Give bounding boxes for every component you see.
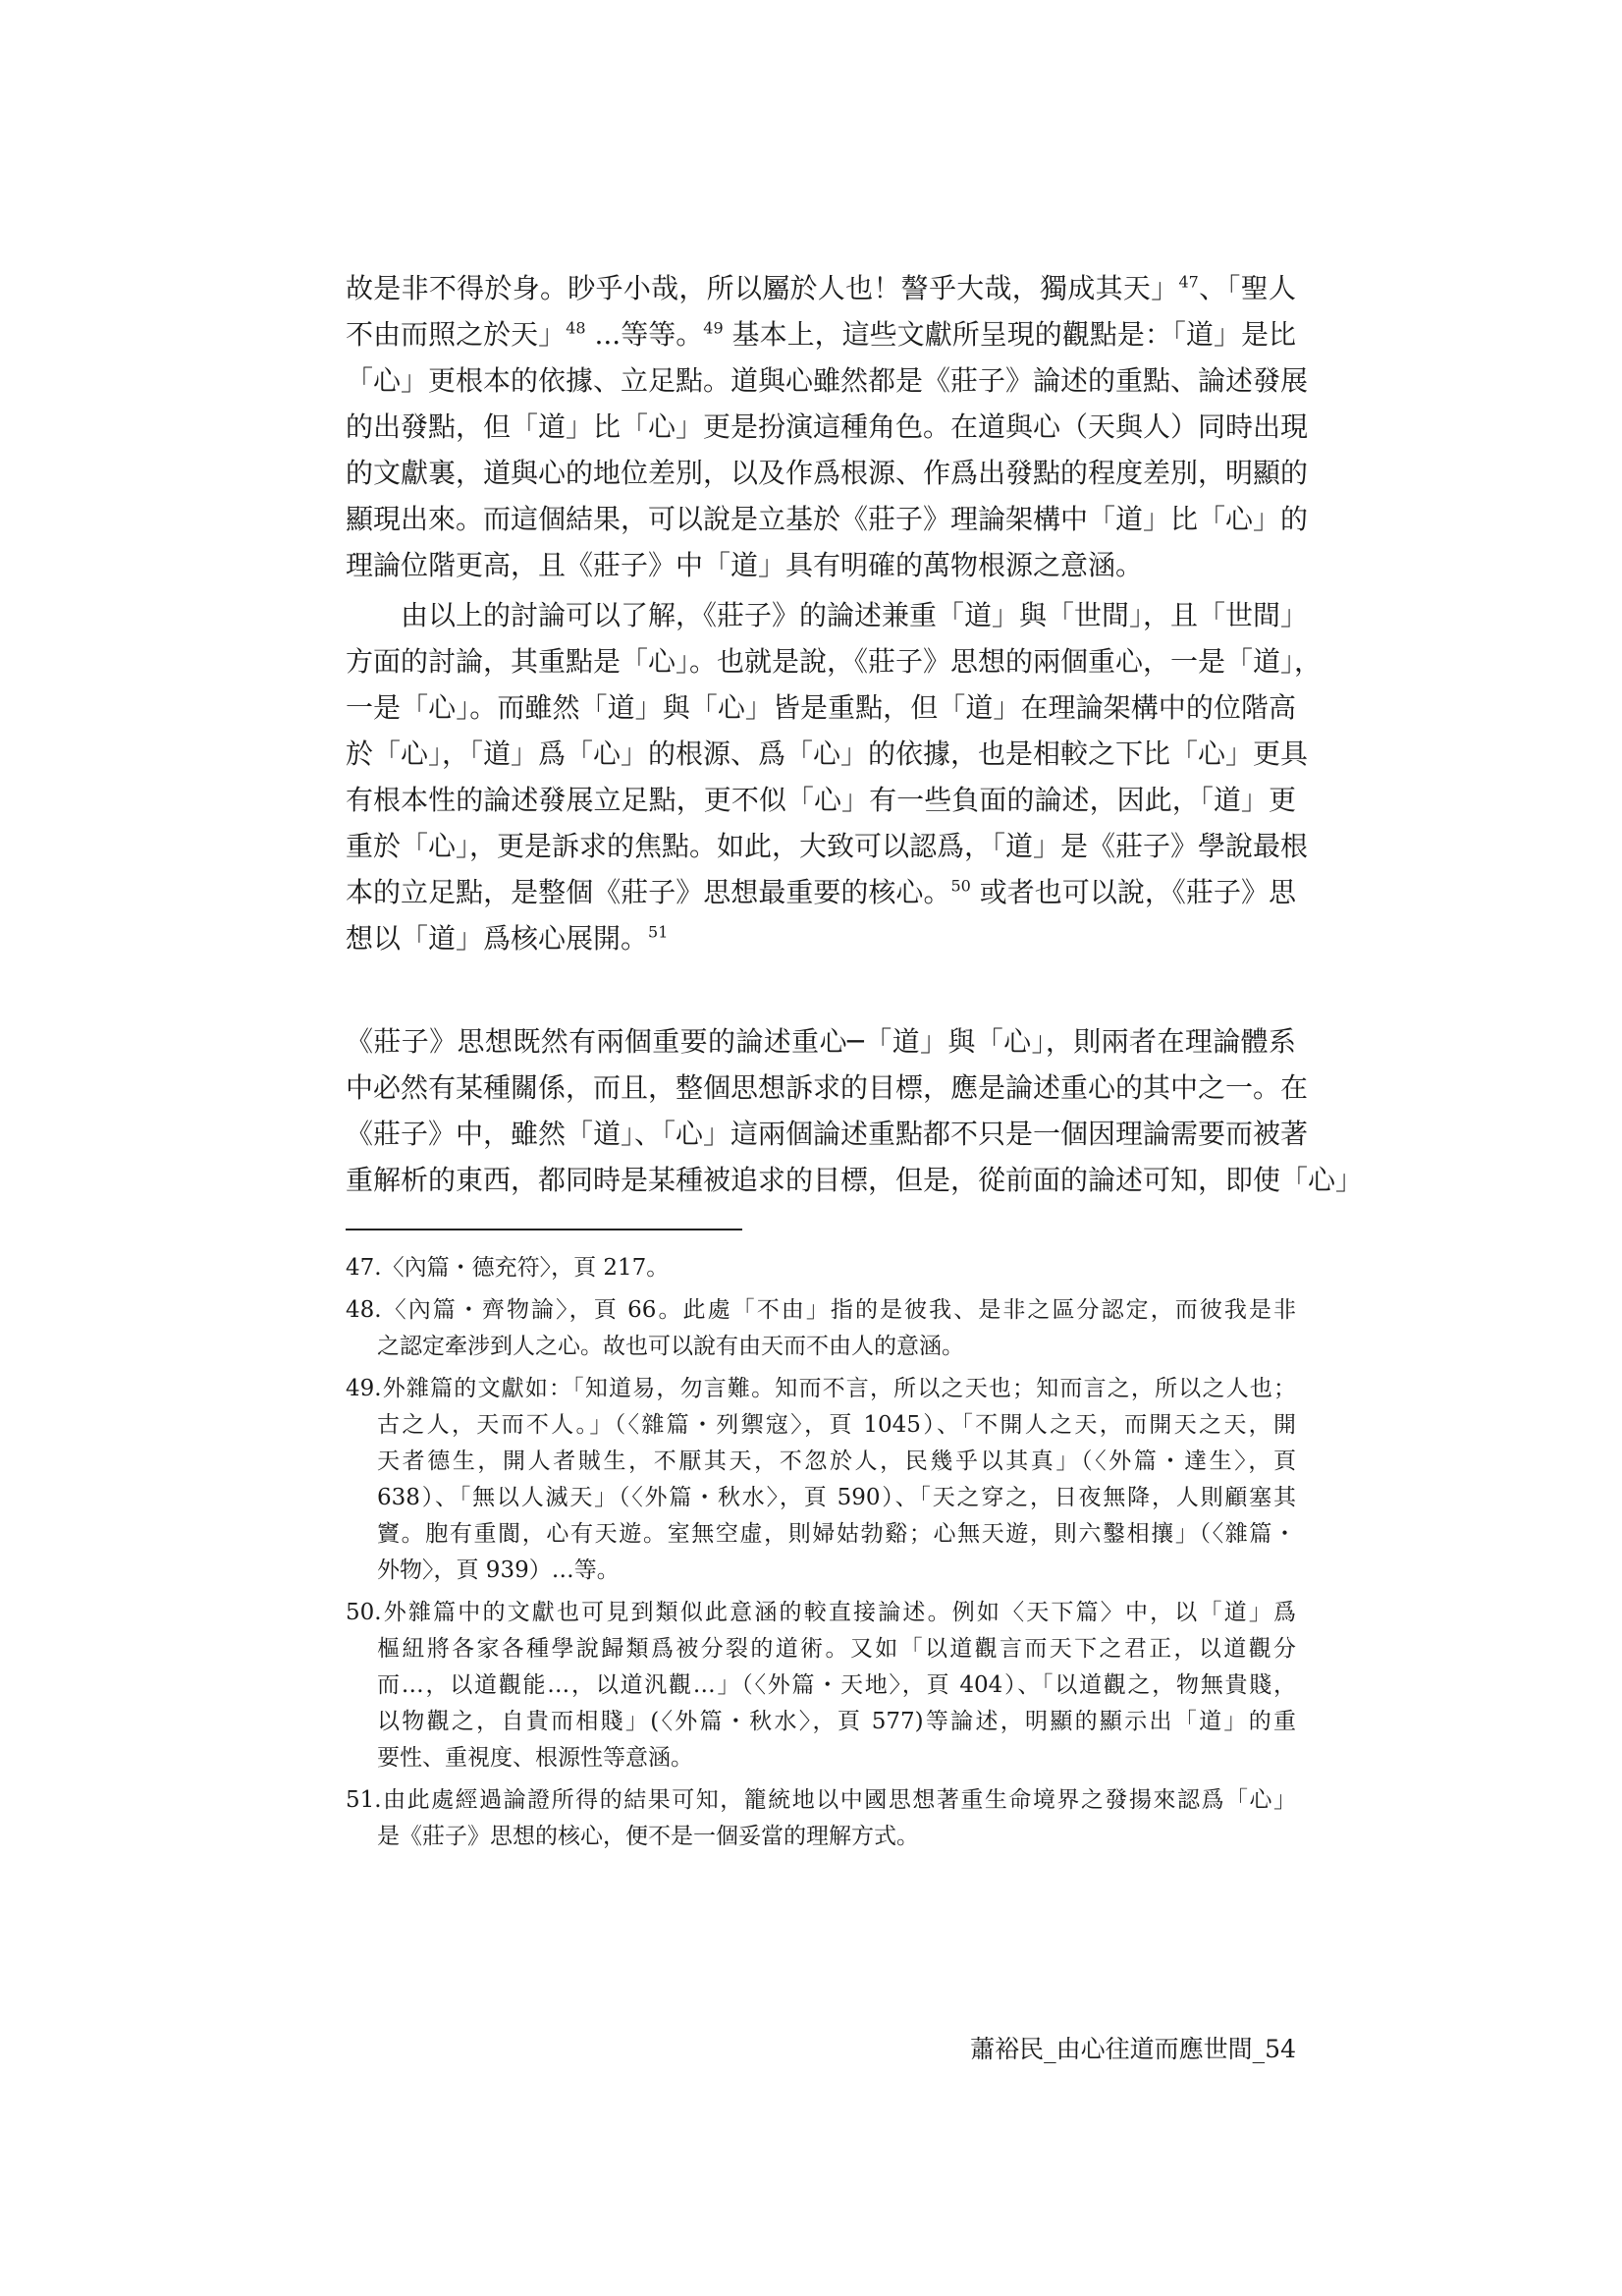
footnote-line: 638）、「無以人滅天」（〈外篇・秋水〉，頁 590）、「天之穿之，日夜無降，人則顧塞其: [377, 1485, 1296, 1510]
body-paragraph-2: [346, 592, 1323, 961]
footnote-48: [346, 1292, 1296, 1365]
footnote-line: 之認定牽涉到人之心。故也可以說有由天而不由人的意涵。: [377, 1334, 964, 1359]
text-line: 《莊子》中，雖然「道」、「心」這兩個論述重點都不只是一個因理論需要而被著: [346, 1118, 1309, 1150]
text-line: 想以「道」爲核心展開。$^{51}$: [346, 922, 669, 955]
footnote-line: 天者德生，開人者賊生，不厭其天，不忽於人，民幾乎以其真」（〈外篇・達生〉，頁: [377, 1449, 1296, 1474]
footnote-line: 50.外雜篇中的文獻也可見到類似此意涵的較直接論述。例如〈天下篇〉中，以「道」爲: [346, 1600, 1296, 1625]
text-line: 「心」更根本的依據、立足點。道與心雖然都是《莊子》論述的重點、論述發展: [346, 364, 1309, 397]
footnote-line: 以物觀之，自貴而相賤」(〈外篇・秋水〉，頁 577)等論述，明顯的顯示出「道」的重: [377, 1709, 1296, 1734]
text-line: 的出發點，但「道」比「心」更是扮演這種角色。在道與心（天與人）同時出現: [346, 410, 1309, 443]
text-line: 有根本性的論述發展立足點，更不似「心」有一些負面的論述，因此，「道」更: [346, 784, 1296, 816]
page-content: [346, 265, 1364, 1861]
footnote-divider: [346, 1229, 742, 1230]
footnote-line: 樞紐將各家各種學說歸類爲被分裂的道術。又如「以道觀言而天下之君正，以道觀分: [377, 1636, 1296, 1662]
footnote-line: 竇。胞有重閬，心有天遊。室無空虛，則婦姑勃谿；心無天遊，則六鑿相攘」（〈雜篇・: [377, 1521, 1296, 1547]
text-line: 重於「心」，更是訴求的焦點。如此，大致可以認爲，「道」是《莊子》學說最根: [346, 830, 1309, 862]
footnote-47: [346, 1250, 1296, 1286]
text-line: 由以上的討論可以了解，《莊子》的論述兼重「道」與「世間」，且「世間」: [401, 599, 1309, 631]
text-line: 重解析的東西，都同時是某種被追求的目標，但是，從前面的論述可知，即使「心」: [346, 1164, 1364, 1196]
footnote-50: [346, 1595, 1296, 1777]
footnote-ref-51[interactable]: 51: [648, 922, 669, 942]
text-line: 於「心」，「道」爲「心」的根源、爲「心」的依據，也是相較之下比「心」更具: [346, 738, 1309, 770]
footnote-line: 外物〉，頁 939）…等。: [377, 1558, 620, 1583]
text-line: 的文獻裏，道與心的地位差別，以及作爲根源、作爲出發點的程度差別，明顯的: [346, 457, 1309, 489]
text-line: 本的立足點，是整個《莊子》思想最重要的核心。$^{50}$ 或者也可以說，《莊子》思: [346, 876, 1296, 908]
footnote-line: 48.〈內篇・齊物論〉，頁 66。此處「不由」指的是彼我、是非之區分認定，而彼我是非: [346, 1297, 1296, 1323]
footnote-line: 47.〈內篇・德充符〉，頁 217。: [346, 1255, 670, 1281]
footnotes: [346, 1250, 1296, 1855]
running-footer: 蕭裕民_由心往道而應世間_54: [970, 2035, 1296, 2063]
footnote-line: 49.外雜篇的文獻如：「知道易，勿言難。知而不言，所以之天也；知而言之，所以之人也；: [346, 1376, 1296, 1401]
footnote-line: 51.由此處經過論證所得的結果可知，籠統地以中國思想著重生命境界之發揚來認爲「心」: [346, 1787, 1296, 1813]
body-paragraph-3: [346, 1018, 1364, 1203]
footnote-line: 而…，以道觀能…，以道汎觀…」（〈外篇・天地〉，頁 404）、「以道觀之，物無貴賤，: [377, 1672, 1296, 1698]
footnote-line: 要性、重視度、根源性等意涵。: [377, 1745, 693, 1771]
text-line: 顯現出來。而這個結果，可以說是立基於《莊子》理論架構中「道」比「心」的: [346, 503, 1309, 535]
footnote-ref-49[interactable]: 49: [703, 318, 724, 338]
text-line: 不由而照之於天」$^{48}$ ...等等。$^{49}$ 基本上，這些文獻所呈現的觀點是：「道」是比: [346, 318, 1296, 351]
footnote-49: [346, 1371, 1296, 1589]
footnote-ref-48[interactable]: 48: [566, 318, 586, 338]
footnote-51: [346, 1782, 1296, 1855]
text-line: 一是「心」。而雖然「道」與「心」皆是重點，但「道」在理論架構中的位階高: [346, 691, 1296, 724]
footnote-line: 古之人，天而不人。」（〈雜篇・列禦寇〉，頁 1045）、「不開人之天，而開天之天，開: [377, 1412, 1296, 1438]
footnote-line: 是《莊子》思想的核心，便不是一個妥當的理解方式。: [377, 1824, 919, 1849]
text-line: 《莊子》思想既然有兩個重要的論述重心─「道」與「心」，則兩者在理論體系: [346, 1025, 1296, 1058]
text-line: 理論位階更高，且《莊子》中「道」具有明確的萬物根源之意涵。: [346, 549, 1144, 581]
text-line: 方面的討論，其重點是「心」。也就是說，《莊子》思想的兩個重心，一是「道」，: [346, 645, 1323, 678]
body-paragraph-1: [346, 265, 1309, 588]
text-line: 故是非不得於身。眇乎小哉，所以屬於人也！謷乎大哉，獨成其天」$^{47}$、「聖人: [346, 272, 1296, 304]
text-line: 中必然有某種關係，而且，整個思想訴求的目標，應是論述重心的其中之一。在: [346, 1071, 1309, 1104]
footnote-ref-47[interactable]: 47: [1178, 272, 1199, 292]
footnote-ref-50[interactable]: 50: [950, 876, 971, 896]
